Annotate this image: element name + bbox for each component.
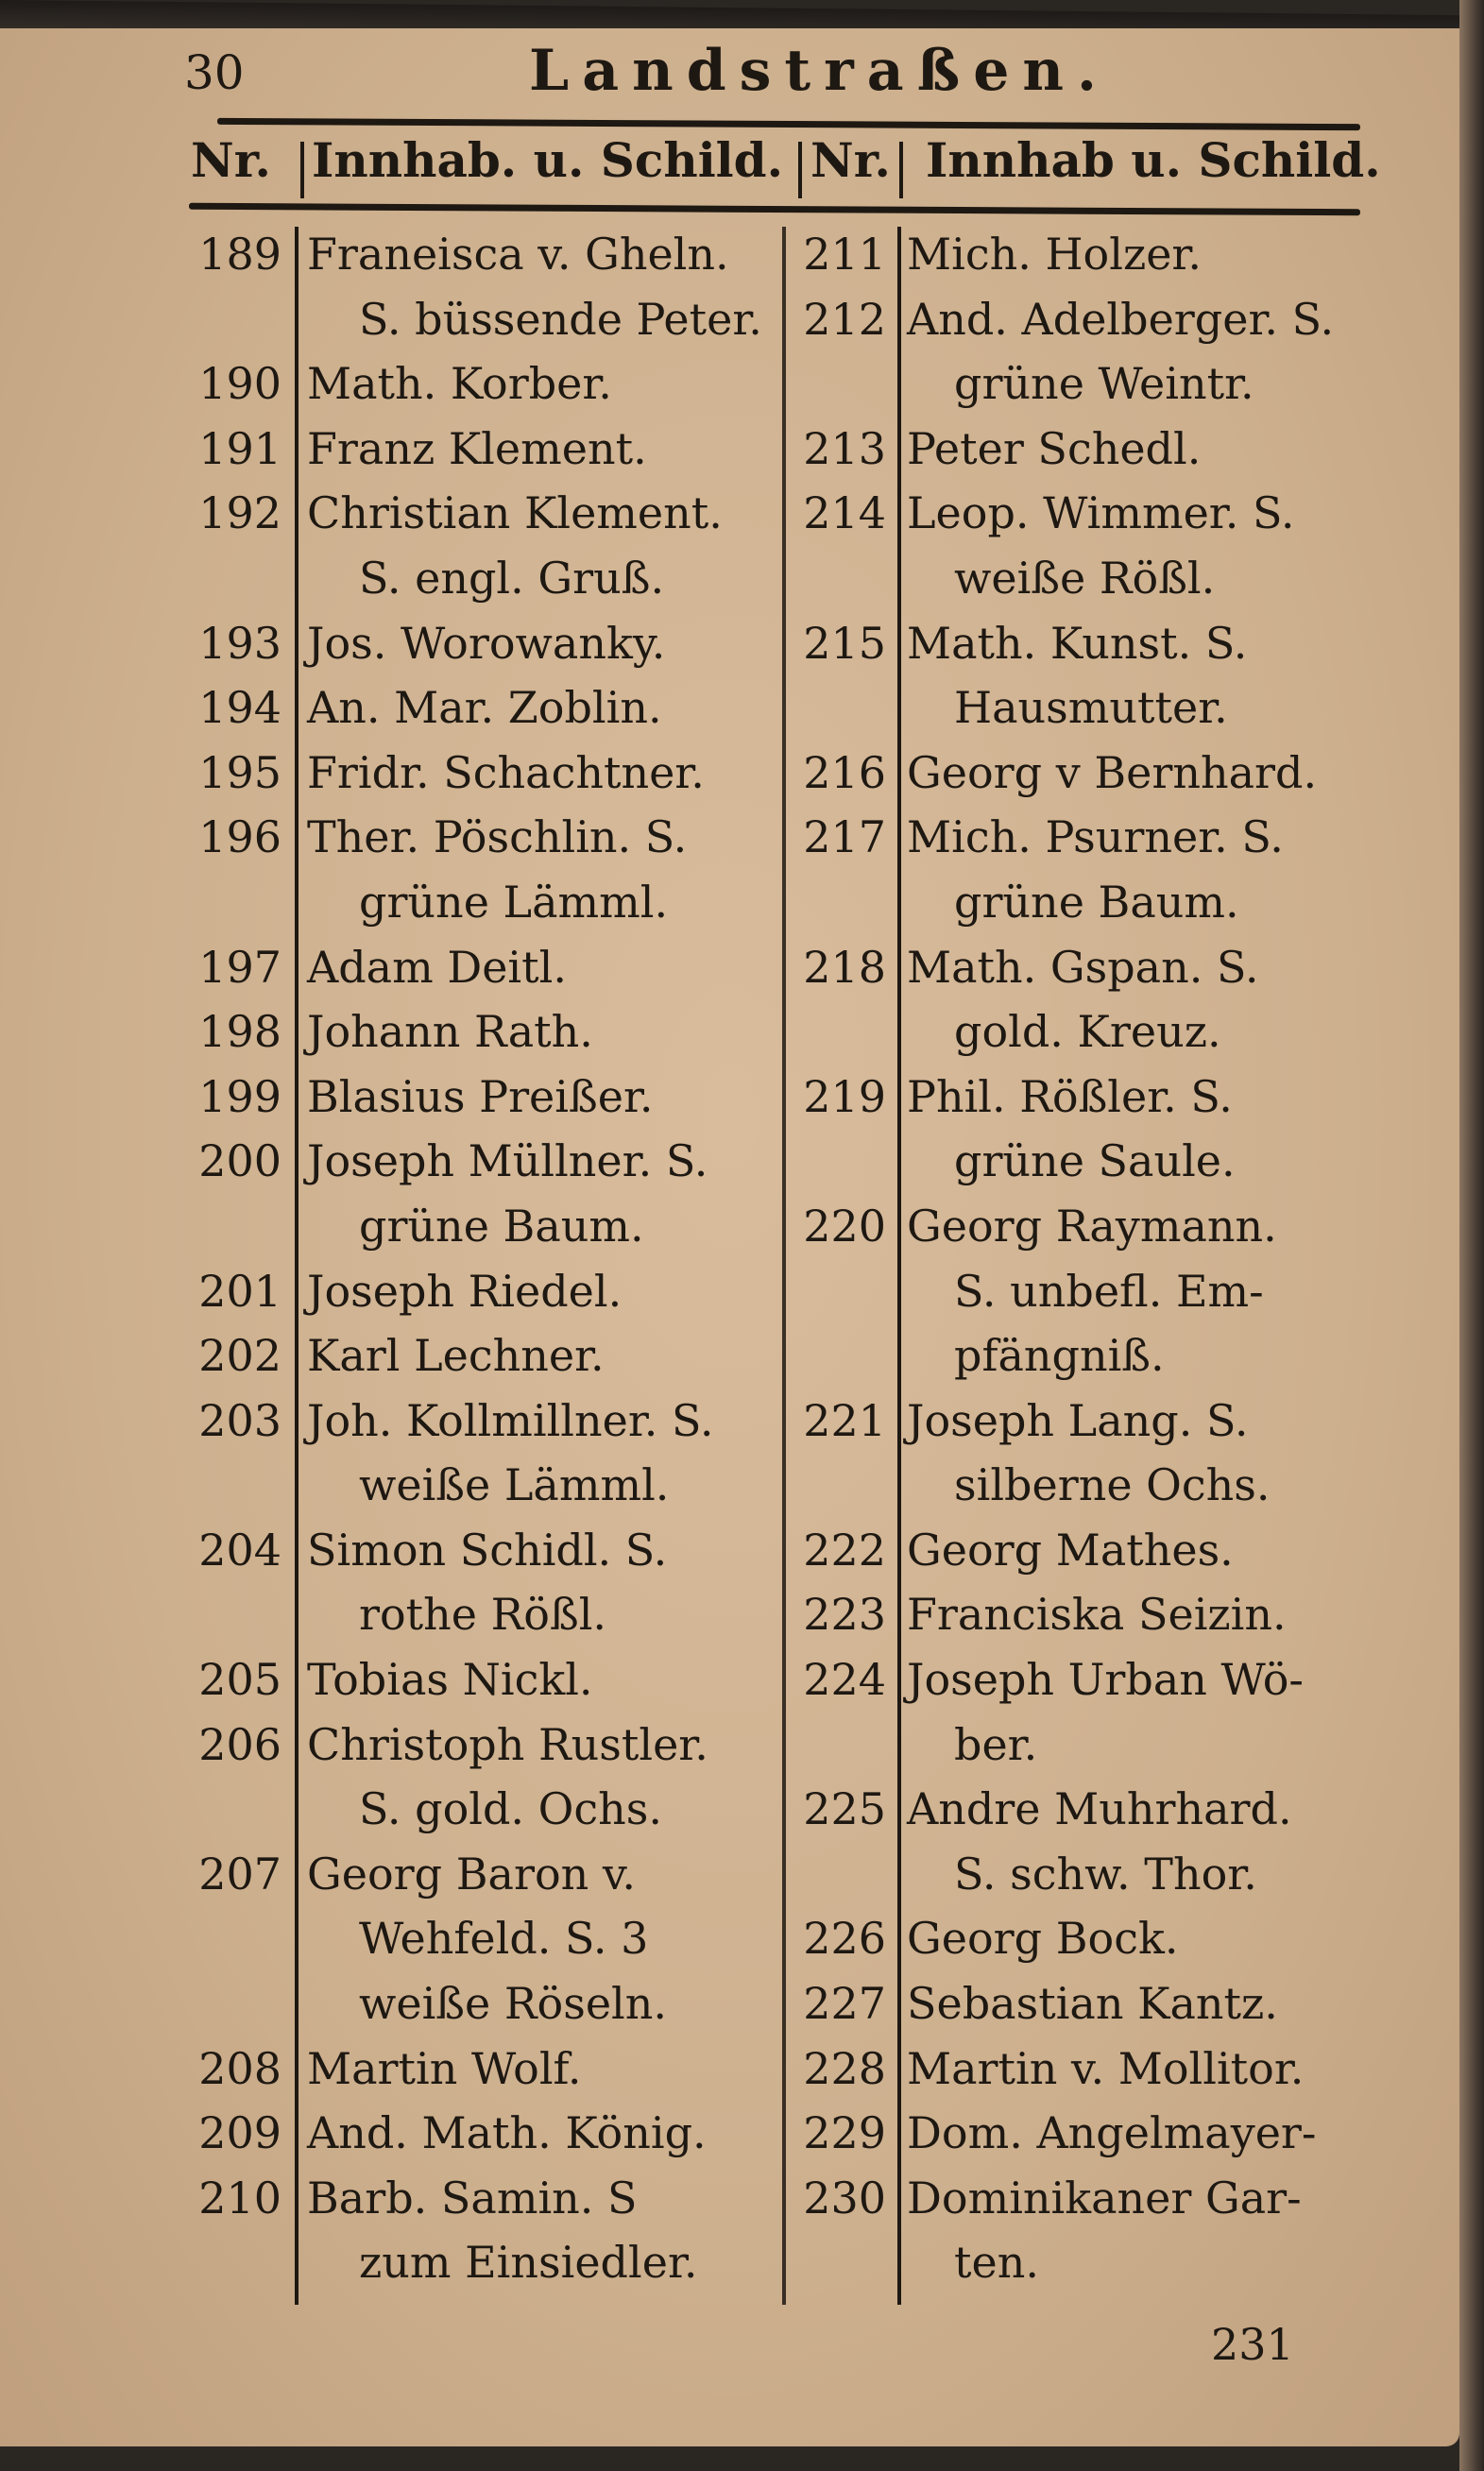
right-number: 213 [803, 422, 886, 474]
right-number: 218 [803, 941, 886, 993]
left-entry: S. gold. Ochs. [359, 1783, 662, 1835]
right-entry: ten. [954, 2237, 1039, 2289]
table-row [0, 806, 1459, 871]
left-entry: S. büssende Peter. [359, 293, 762, 345]
right-number: 227 [803, 1978, 886, 2030]
column-divider [899, 142, 903, 198]
right-entry: grüne Weintr. [954, 358, 1254, 410]
left-number: 209 [198, 2107, 281, 2159]
left-number: 204 [198, 1524, 281, 1576]
right-number: 216 [803, 746, 886, 798]
right-entry: Math. Gspan. S. [907, 941, 1259, 993]
left-entry: Franeisca v. Gheln. [307, 229, 729, 280]
right-number: 217 [803, 811, 886, 863]
left-entry: Simon Schidl. S. [307, 1524, 668, 1576]
right-number: 224 [803, 1654, 886, 1706]
left-number: 189 [198, 229, 281, 280]
header-nr-right: Nr. [810, 132, 891, 188]
left-entry: Johann Rath. [307, 1006, 593, 1058]
left-entry: Math. Korber. [307, 358, 612, 410]
left-entry: grüne Lämml. [359, 876, 669, 928]
table-row [0, 1065, 1459, 1131]
table-row [0, 1519, 1459, 1584]
right-entry: gold. Kreuz. [954, 1006, 1221, 1058]
table-row [0, 1972, 1459, 2037]
left-number: 197 [198, 941, 281, 993]
right-number: 214 [803, 487, 886, 539]
left-entry: Georg Baron v. [307, 1848, 637, 1900]
page-number: 30 [184, 45, 245, 100]
right-entry: Martin v. Mollitor. [907, 2042, 1305, 2094]
left-entry: And. Math. König. [307, 2107, 707, 2159]
table-row [0, 1583, 1459, 1648]
right-entry: Peter Schedl. [907, 422, 1202, 474]
left-number: 195 [198, 746, 281, 798]
right-number: 220 [803, 1200, 886, 1252]
header-nr-left: Nr. [191, 132, 271, 188]
table-row [0, 352, 1459, 418]
left-number: 200 [198, 1135, 281, 1187]
table-row [0, 1195, 1459, 1260]
column-divider [300, 142, 304, 198]
left-number: 205 [198, 1654, 281, 1706]
table-row [0, 871, 1459, 936]
right-entry: grüne Baum. [954, 876, 1239, 928]
left-number: 199 [198, 1070, 281, 1122]
right-entry: Leop. Wimmer. S. [907, 487, 1295, 539]
table-row [0, 676, 1459, 741]
table-row [0, 936, 1459, 1001]
right-number: 228 [803, 2042, 886, 2094]
left-entry: S. engl. Gruß. [359, 552, 665, 604]
right-entry: Georg Raymann. [907, 1200, 1277, 1252]
left-entry: Blasius Preißer. [307, 1070, 654, 1122]
right-entry: Mich. Holzer. [907, 229, 1202, 280]
left-number: 206 [198, 1718, 281, 1770]
right-entry: Hausmutter. [954, 682, 1228, 734]
table-row [0, 2231, 1459, 2296]
table-row [0, 1843, 1459, 1908]
right-entry: ber. [954, 1718, 1038, 1770]
right-number: 215 [803, 617, 886, 669]
column-divider [798, 142, 802, 198]
left-number: 207 [198, 1848, 281, 1900]
right-entry: weiße Rößl. [954, 552, 1216, 604]
left-entry: Franz Klement. [307, 422, 647, 474]
left-number: 192 [198, 487, 281, 539]
right-number: 226 [803, 1913, 886, 1965]
table-row [0, 547, 1459, 612]
table-row [0, 1907, 1459, 1972]
right-entry: Joseph Lang. S. [907, 1394, 1249, 1446]
left-entry: Adam Deitl. [307, 941, 567, 993]
right-number: 223 [803, 1589, 886, 1641]
table-row [0, 1324, 1459, 1389]
left-entry: Joseph Riedel. [307, 1265, 623, 1317]
table-row [0, 223, 1459, 288]
left-entry: Christian Klement. [307, 487, 723, 539]
right-entry: Georg v Bernhard. [907, 746, 1318, 798]
left-entry: Martin Wolf. [307, 2042, 582, 2094]
running-title: Landstraßen. [529, 38, 1110, 104]
table-row [0, 1454, 1459, 1519]
right-number: 222 [803, 1524, 886, 1576]
left-number: 193 [198, 617, 281, 669]
right-entry: Franciska Seizin. [907, 1589, 1287, 1641]
left-entry: Joseph Müllner. S. [307, 1135, 708, 1187]
left-entry: Joh. Kollmillner. S. [307, 1394, 714, 1446]
right-entry: And. Adelberger. S. [907, 293, 1335, 345]
left-entry: rothe Rößl. [359, 1589, 607, 1641]
right-number: 219 [803, 1070, 886, 1122]
left-entry: An. Mar. Zoblin. [307, 682, 662, 734]
table-row [0, 1000, 1459, 1065]
right-number: 230 [803, 2172, 886, 2224]
table-row [0, 418, 1459, 483]
register-table [0, 223, 1459, 2296]
table-row [0, 482, 1459, 547]
right-entry: Mich. Psurner. S. [907, 811, 1284, 863]
left-number: 194 [198, 682, 281, 734]
table-row [0, 612, 1459, 677]
right-entry: Dominikaner Gar- [907, 2172, 1302, 2224]
table-row [0, 1713, 1459, 1779]
header-name-left: Innhab. u. Schild. [312, 132, 784, 188]
left-entry: zum Einsiedler. [359, 2237, 698, 2289]
left-entry: Karl Lechner. [307, 1330, 605, 1382]
right-entry: silberne Ochs. [954, 1459, 1271, 1511]
right-entry: pfängniß. [954, 1330, 1165, 1382]
left-entry: Barb. Samin. S [307, 2172, 638, 2224]
table-row [0, 2037, 1459, 2103]
left-entry: Christoph Rustler. [307, 1718, 708, 1770]
left-number: 203 [198, 1394, 281, 1446]
right-number: 229 [803, 2107, 886, 2159]
left-entry: Wehfeld. S. 3 [359, 1913, 649, 1965]
right-number: 225 [803, 1783, 886, 1835]
right-entry: Georg Mathes. [907, 1524, 1234, 1576]
left-number: 190 [198, 358, 281, 410]
right-entry: S. unbefl. Em- [954, 1265, 1264, 1317]
book-edge-right [1459, 0, 1484, 2471]
right-entry: Andre Muhrhard. [907, 1783, 1292, 1835]
catchword: 231 [1211, 2319, 1294, 2370]
left-number: 198 [198, 1006, 281, 1058]
table-row [0, 288, 1459, 353]
right-entry: Math. Kunst. S. [907, 617, 1248, 669]
left-entry: Tobias Nickl. [307, 1654, 593, 1706]
left-entry: weiße Lämml. [359, 1459, 670, 1511]
table-row [0, 1648, 1459, 1713]
table-row [0, 1389, 1459, 1455]
left-entry: Jos. Worowanky. [307, 617, 666, 669]
right-entry: Sebastian Kantz. [907, 1978, 1278, 2030]
table-row [0, 1260, 1459, 1325]
right-number: 212 [803, 293, 886, 345]
left-entry: Fridr. Schachtner. [307, 746, 705, 798]
right-number: 211 [803, 229, 886, 280]
right-entry: Phil. Rößler. S. [907, 1070, 1233, 1122]
left-number: 202 [198, 1330, 281, 1382]
right-entry: Georg Bock. [907, 1913, 1179, 1965]
right-entry: S. schw. Thor. [954, 1848, 1257, 1900]
right-entry: Dom. Angelmayer- [907, 2107, 1317, 2159]
table-row [0, 2167, 1459, 2232]
right-entry: grüne Saule. [954, 1135, 1236, 1187]
left-number: 196 [198, 811, 281, 863]
left-entry: Ther. Pöschlin. S. [307, 811, 688, 863]
left-number: 210 [198, 2172, 281, 2224]
table-row [0, 1778, 1459, 1843]
left-number: 201 [198, 1265, 281, 1317]
left-entry: grüne Baum. [359, 1200, 644, 1252]
header-name-right: Innhab u. Schild. [926, 132, 1381, 188]
right-number: 221 [803, 1394, 886, 1446]
left-number: 191 [198, 422, 281, 474]
table-row [0, 2102, 1459, 2167]
table-row [0, 1130, 1459, 1195]
right-entry: Joseph Urban Wö- [907, 1654, 1304, 1706]
table-row [0, 741, 1459, 807]
left-entry: weiße Röseln. [359, 1978, 667, 2030]
left-number: 208 [198, 2042, 281, 2094]
